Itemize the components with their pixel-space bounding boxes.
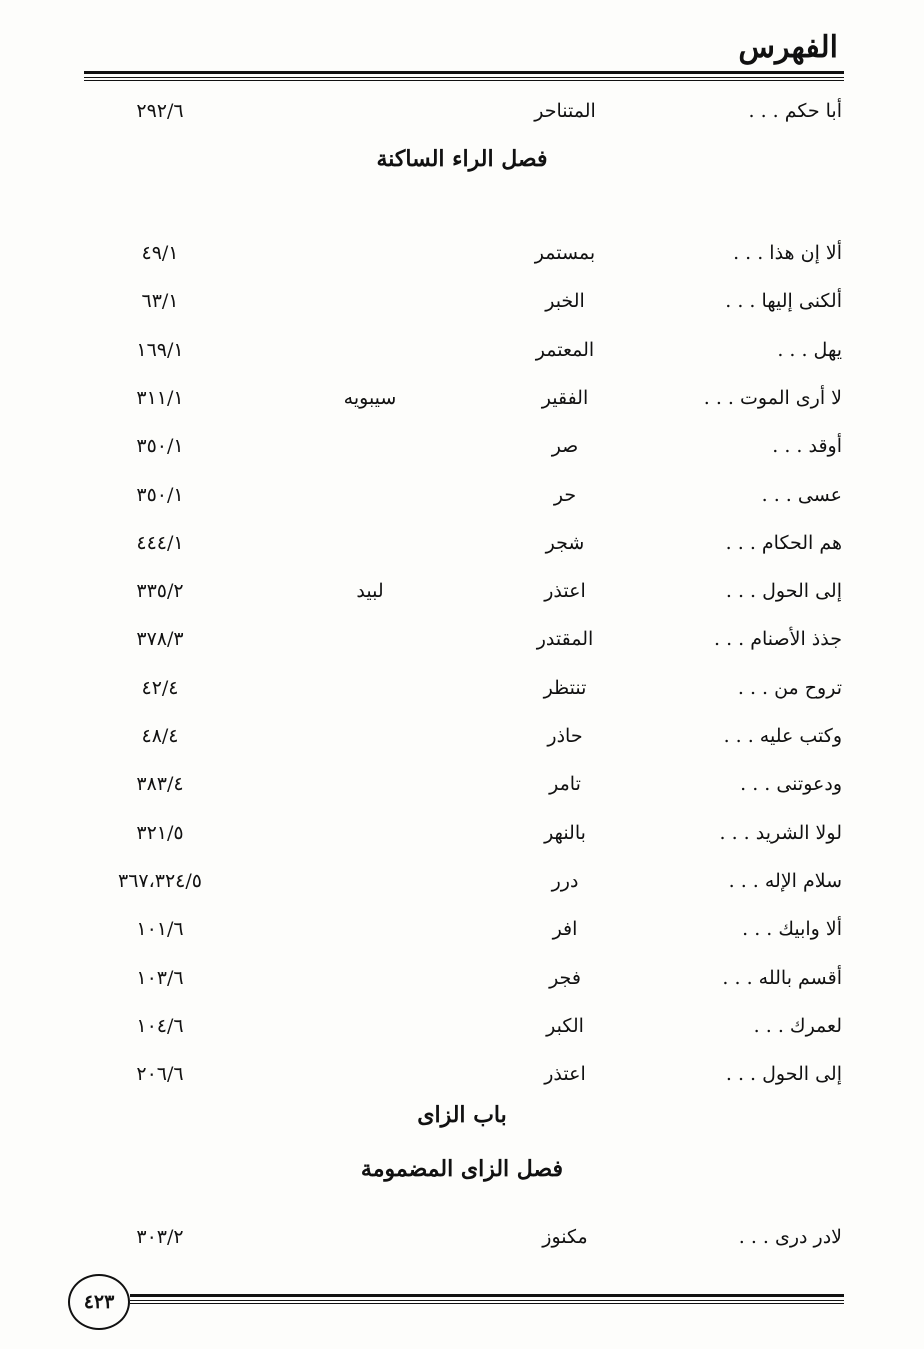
index-row [0,100,924,140]
verse-opening: إلى الحول . . . [725,580,842,602]
volume-page-ref: ٣١١/١ [136,387,184,409]
rhyme-word: الخبر [545,290,585,312]
rhyme-word: حاذر [547,725,583,747]
index-row [0,242,924,282]
verse-opening: هم الحكام . . . [725,532,842,554]
rhyme-word: فجر [549,967,581,989]
verse-opening: إلى الحول . . . [725,1063,842,1085]
rhyme-word: اعتذر [544,1063,586,1085]
rhyme-word: المعتمر [535,339,595,361]
volume-page-ref: ١٠٤/٦ [136,1015,184,1037]
volume-page-ref: ٣٢١/٥ [136,822,184,844]
footer-rule [130,1294,844,1304]
index-row [0,822,924,862]
rhyme-word: حر [553,484,577,506]
verse-opening: ألكنى إليها . . . [725,290,842,312]
index-row [0,290,924,330]
volume-page-ref: ٦٣/١ [141,290,179,312]
verse-opening: لادر درى . . . [738,1226,842,1248]
rhyme-word: المقتدر [536,628,594,650]
volume-page-ref: ٣٣٥/٢ [136,580,184,602]
volume-page-ref: ٣٨٣/٤ [136,773,184,795]
rhyme-word: الفقير [541,387,589,409]
rhyme-word: تنتظر [543,677,587,699]
index-row [0,484,924,524]
poet-name: لبيد [356,580,384,602]
volume-page-ref: ٣٥٠/١ [136,435,184,457]
volume-page-ref: ٣٦٧،٣٢٤/٥ [118,870,202,892]
volume-page-ref: ٣٥٠/١ [136,484,184,506]
index-row [0,870,924,910]
index-row [0,677,924,717]
verse-opening: لا أرى الموت . . . [703,387,842,409]
verse-opening: وكتب عليه . . . [723,725,842,747]
rhyme-word: اعتذر [544,580,586,602]
verse-opening: عسى . . . [761,484,842,506]
volume-page-ref: ٢٠٦/٦ [136,1063,184,1085]
volume-page-ref: ٤٢/٤ [141,677,179,699]
verse-opening: جذذ الأصنام . . . [714,628,842,650]
section-heading: فصل الزاى المضمومة [360,1156,564,1182]
volume-page-ref: ١٠١/٦ [136,918,184,940]
volume-page-ref: ٤٩/١ [141,242,179,264]
rhyme-word: بالنهر [544,822,586,844]
index-row [0,339,924,379]
rhyme-word: صر [551,435,579,457]
page-footer [68,1274,844,1334]
index-row [0,1015,924,1055]
volume-page-ref: ٤٤٤/١ [136,532,184,554]
verse-opening: أبا حكم . . . [748,100,842,122]
volume-page-ref: ١٦٩/١ [136,339,184,361]
index-row [0,580,924,620]
index-row [0,967,924,1007]
index-row [0,1226,924,1266]
rhyme-word: بمستمر [534,242,596,264]
volume-page-ref: ٣٧٨/٣ [136,628,184,650]
index-row [0,532,924,572]
verse-opening: يهل . . . [777,339,842,361]
verse-opening: لعمرك . . . [753,1015,842,1037]
verse-opening: ألا وابيك . . . [742,918,842,940]
volume-page-ref: ٢٩٢/٦ [136,100,184,122]
index-row [0,435,924,475]
rhyme-word: تامر [549,773,581,795]
index-row [0,628,924,668]
section-heading: فصل الراء الساكنة [376,146,548,172]
verse-opening: أوقد . . . [772,435,842,457]
rhyme-word: المتناحر [534,100,596,122]
page-header-title: الفهرس [738,30,838,65]
volume-page-ref: ٣٠٣/٢ [136,1226,184,1248]
poet-name: سيبويه [343,387,397,409]
volume-page-ref: ١٠٣/٦ [136,967,184,989]
index-row [0,773,924,813]
header-rule [84,71,844,81]
chapter-heading: باب الزاى [417,1102,507,1128]
index-row [0,1063,924,1103]
index-row [0,725,924,765]
verse-opening: ودعوتنى . . . [740,773,842,795]
rhyme-word: شجر [545,532,585,554]
verse-opening: تروح من . . . [737,677,842,699]
rhyme-word: مكنوز [542,1226,588,1248]
verse-opening: سلام الإله . . . [728,870,842,892]
page-number: ٤٢٣ [68,1274,130,1330]
volume-page-ref: ٤٨/٤ [141,725,179,747]
rhyme-word: درر [551,870,579,892]
verse-opening: ألا إن هذا . . . [733,242,842,264]
verse-opening: أقسم بالله . . . [722,967,842,989]
verse-opening: لولا الشريد . . . [719,822,842,844]
rhyme-word: افر [552,918,578,940]
rhyme-word: الكبر [546,1015,584,1037]
index-row [0,387,924,427]
index-row [0,918,924,958]
